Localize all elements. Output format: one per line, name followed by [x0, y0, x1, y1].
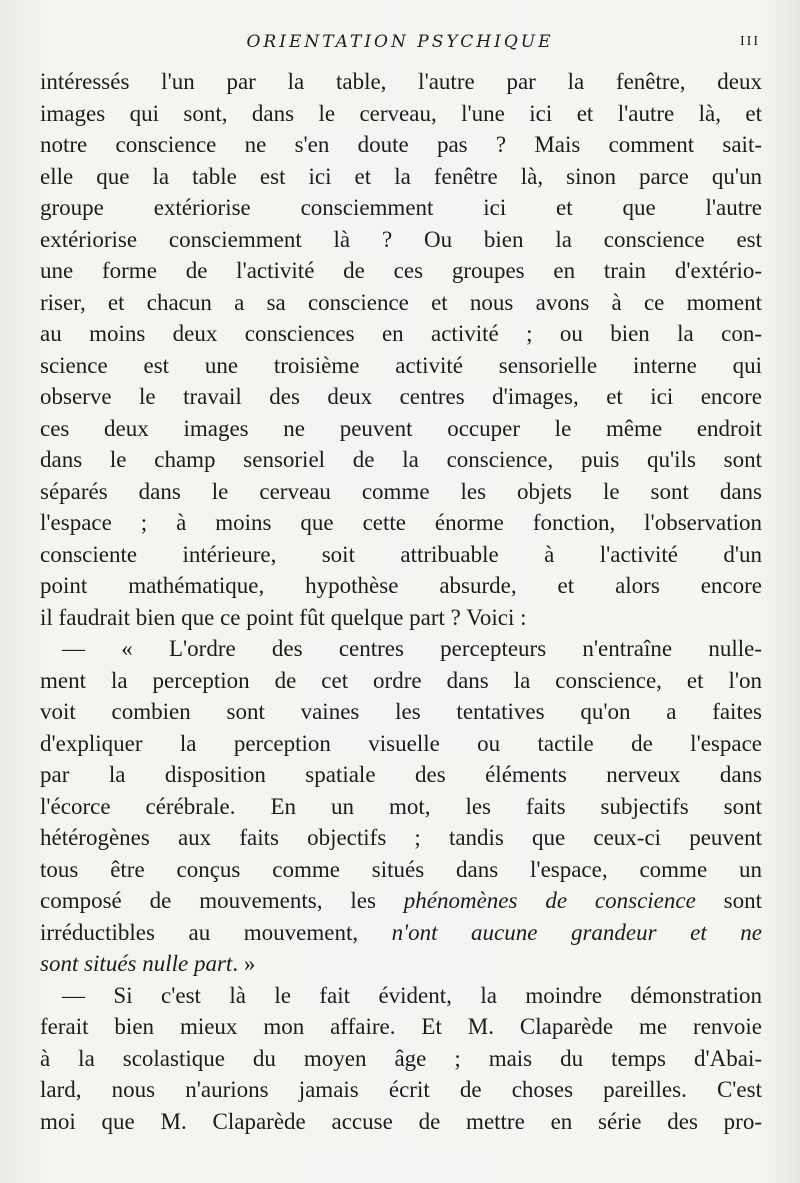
text-line	[40, 917, 762, 949]
text-line: l'écorce cérébrale. En un mot, les faits subjectifs sont	[40, 793, 762, 819]
text-line: extériorise consciemment là ? Ou bien la conscience est	[40, 226, 762, 252]
text-line: groupe extériorise consciemment ici et que l'autre	[40, 195, 762, 220]
text-line: observe le travail des deux centres d'images, et ici encore	[40, 384, 762, 409]
text-line: tous être conçus comme situés dans l'espace, comme un	[40, 856, 762, 882]
text-segment: sont	[695, 888, 763, 913]
text-line: ces deux images ne peuvent occuper le même endroit	[40, 415, 762, 441]
text-line: moi que M. Claparède accuse de mettre en série des pro-	[40, 1108, 762, 1134]
italic-phrase: phénomènes de conscience	[403, 888, 696, 913]
text-line: séparés dans le cerveau comme les objets le sont dans	[40, 478, 762, 504]
text-line: l'espace ; à moins que cette énorme fonction, l'observation	[40, 510, 762, 535]
text-segment: irréductibles au mouvement,	[40, 919, 392, 945]
text-line: hétérogènes aux faits objectifs ; tandis que ceux-ci peuvent	[40, 825, 762, 850]
text-line: d'expliquer la perception visuelle ou tactile de l'espace	[40, 730, 762, 756]
text-line: consciente intérieure, soit attribuable à l'activité d'un	[40, 541, 762, 567]
text-segment: . »	[232, 951, 256, 976]
text-line	[40, 948, 762, 980]
text-line: au moins deux consciences en activité ; ou bien la con-	[40, 321, 762, 346]
quote-start-line: — « L'ordre des centres percepteurs n'entraîne nulle-	[62, 636, 762, 661]
italic-phrase: sont situés nulle part	[40, 951, 233, 976]
text-line: images qui sont, dans le cerveau, l'une ici et l'autre là, et	[40, 100, 762, 126]
text-line: elle que la table est ici et la fenêtre là, sinon parce qu'un	[40, 163, 762, 189]
running-title: ORIENTATION PSYCHIQUE	[246, 32, 554, 52]
text-line: il faudrait bien que ce point fût quelque part ? Voici :	[40, 604, 527, 630]
text-line: par la disposition spatiale des éléments nerveux dans	[40, 762, 762, 787]
text-line: riser, et chacun a sa conscience et nous avons à ce moment	[40, 289, 762, 315]
italic-phrase: n'ont aucune grandeur et ne	[391, 919, 762, 945]
page-header	[40, 32, 760, 56]
text-line: intéressés l'un par la table, l'autre par la fenêtre, deux	[40, 69, 762, 94]
text-line: une forme de l'activité de ces groupes en train d'extério-	[40, 258, 762, 283]
text-line: notre conscience ne s'en doute pas ? Mais comment sait-	[40, 132, 762, 157]
text-line: point mathématique, hypothèse absurde, et alors encore	[40, 573, 762, 598]
text-line: à la scolastique du moyen âge ; mais du temps d'Abai-	[40, 1045, 762, 1071]
text-line: voit combien sont vaines les tentatives qu'on a faites	[40, 699, 762, 724]
text-segment: composé de mouvements, les	[40, 888, 404, 913]
text-line	[40, 885, 762, 917]
paragraph-start-line: — Si c'est là le fait évident, la moindre démonstration	[62, 982, 762, 1008]
text-line: ment la perception de cet ordre dans la conscience, et l'on	[40, 667, 762, 693]
page-number: III	[740, 34, 760, 49]
text-line: dans le champ sensoriel de la conscience, puis qu'ils sont	[40, 447, 762, 472]
text-line: lard, nous n'aurions jamais écrit de choses pareilles. C'est	[40, 1077, 762, 1102]
text-line: science est une troisième activité sensorielle interne qui	[40, 352, 762, 378]
body-text	[40, 66, 762, 1137]
text-line: ferait bien mieux mon affaire. Et M. Claparède me renvoie	[40, 1014, 762, 1039]
